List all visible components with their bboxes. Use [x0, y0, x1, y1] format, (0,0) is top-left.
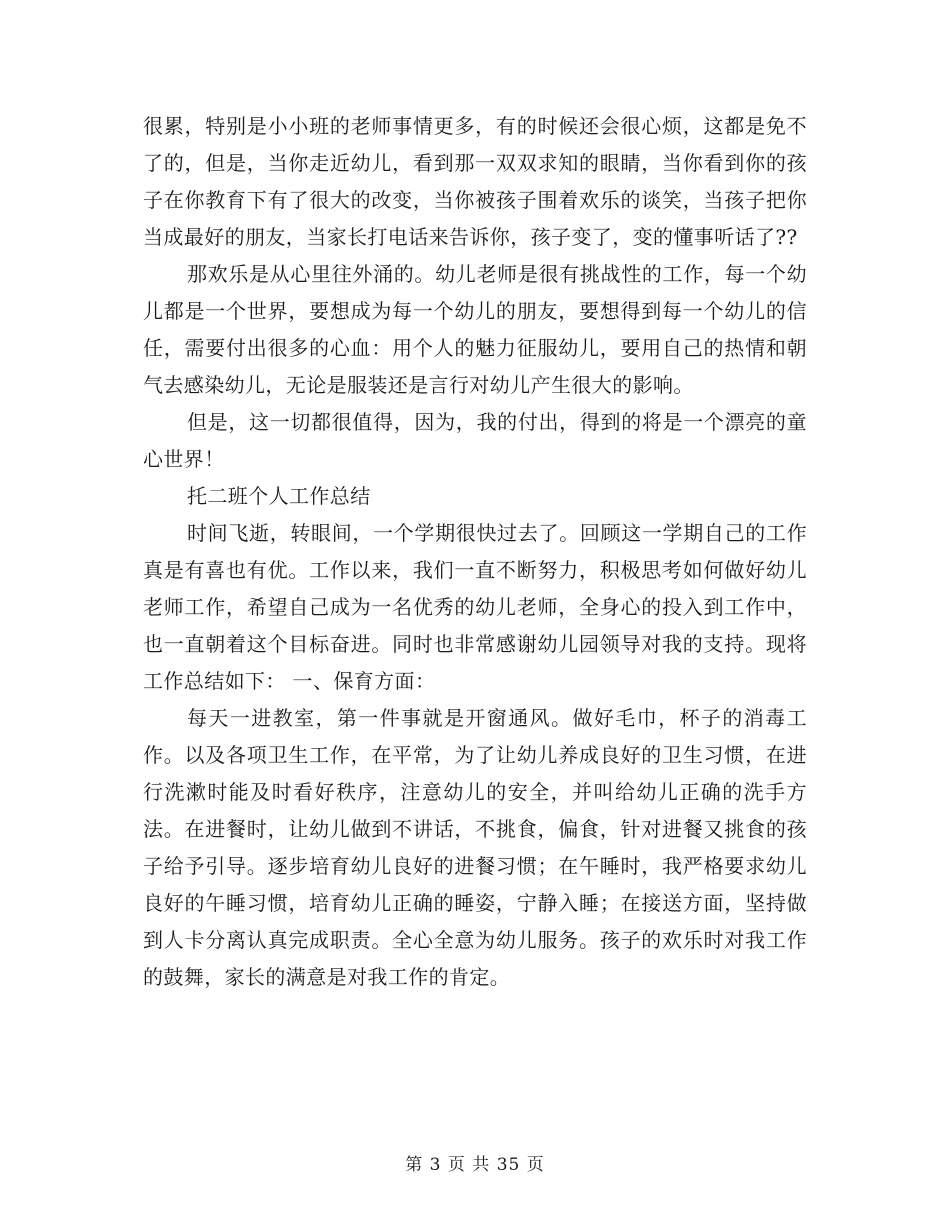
current-page-number: 3	[429, 1155, 442, 1175]
document-body	[143, 108, 807, 996]
footer-suffix: 页	[526, 1155, 545, 1175]
paragraph-4: 时间飞逝，转眼间，一个学期很快过去了。回顾这一学期自己的工作真是有喜也有优。工作以来，我们一直不断努力，积极思考如何做好幼儿老师工作，希望自己成为一名优秀的幼儿老师，全身心的投入到工作中，也一直朝着这个目标奋进。同时也非常感谢幼儿园领导对我的支持。现将工作总结如下： 一、保育方面：	[143, 521, 807, 693]
footer-middle: 页 共	[447, 1155, 491, 1175]
section-heading: 托二班个人工作总结	[187, 484, 371, 508]
paragraph-2: 那欢乐是从心里往外涌的。幼儿老师是很有挑战性的工作，每一个幼儿都是一个世界，要想成为每一个幼儿的朋友，要想得到每一个幼儿的信任，需要付出很多的心血：用个人的魅力征服幼儿，要用自己的热情和朝气去感染幼儿，无论是服装还是言行对幼儿产生很大的影响。	[143, 262, 807, 397]
footer-prefix: 第	[405, 1155, 424, 1175]
total-pages-number: 35	[496, 1155, 521, 1175]
paragraph-1: 很累，特别是小小班的老师事情更多，有的时候还会很心烦，这都是免不了的，但是，当你走近幼儿，看到那一双双求知的眼睛，当你看到你的孩子在你教育下有了很大的改变，当你被孩子围着欢乐的谈笑，当孩子把你当成最好的朋友，当家长打电话来告诉你，孩子变了，变的懂事听话了??	[143, 114, 807, 249]
page-footer	[0, 1153, 950, 1177]
paragraph-3: 但是，这一切都很值得，因为，我的付出，得到的将是一个漂亮的童心世界！	[143, 410, 807, 471]
paragraph-5: 每天一进教室，第一件事就是开窗通风。做好毛巾，杯子的消毒工作。以及各项卫生工作，在平常，为了让幼儿养成良好的卫生习惯，在进行洗漱时能及时看好秩序，注意幼儿的安全，并叫给幼儿正确的洗手方法。在进餐时，让幼儿做到不讲话，不挑食，偏食，针对进餐又挑食的孩子给予引导。逐步培育幼儿良好的进餐习惯；在午睡时，我严格要求幼儿良好的午睡习惯，培育幼儿正确的睡姿，宁静入睡；在接送方面，坚持做到人卡分离认真完成职责。全心全意为幼儿服务。孩子的欢乐时对我工作的鼓舞，家长的满意是对我工作的肯定。	[143, 706, 807, 989]
